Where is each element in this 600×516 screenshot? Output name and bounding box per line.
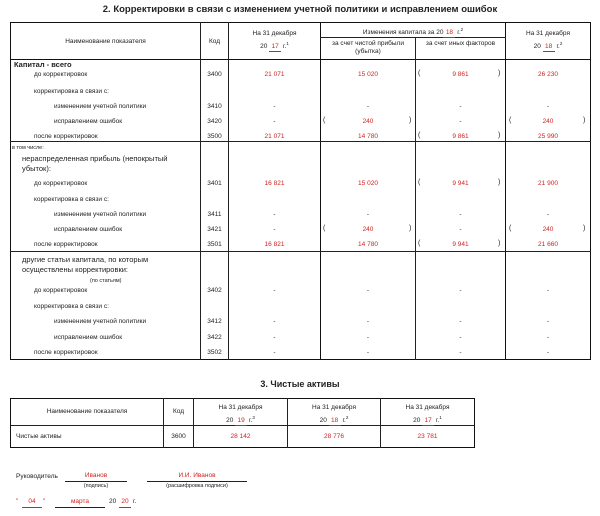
row-code: 3501 [207, 241, 222, 248]
row-code: 3411 [207, 211, 222, 218]
label-error-fix: исправлением ошибок [54, 118, 123, 125]
label-before: до корректировок [34, 180, 88, 187]
value-end-year: 26 230 [538, 71, 558, 78]
value-net-profit: - [366, 349, 370, 356]
value-start-year: - [273, 287, 276, 294]
header-col1-year: 20 17 г.$^1$ [260, 41, 289, 51]
value-net-profit: - [366, 211, 370, 218]
value-start-year: - [273, 226, 276, 233]
section2-title: 2. Корректировки в связи с изменением учетной политики и исправлением ошибок [102, 4, 498, 15]
value-start-year: - [273, 211, 276, 218]
value-start-year: - [273, 318, 276, 325]
na-value-col2: 28 776 [324, 433, 344, 440]
label-error-fix: исправлением ошибок [54, 334, 123, 341]
label-before: до корректировок [34, 71, 88, 78]
value-other-factors: - [459, 349, 462, 356]
label-adjust-due: корректировка в связи с: [34, 196, 109, 203]
na-header-col1-year: 20 19 г.$^3$ [226, 415, 255, 425]
value-other-factors: - [459, 118, 462, 125]
signature-value: Иванов [84, 472, 108, 479]
section3-title: 3. Чистые активы [260, 379, 340, 389]
value-other-factors: - [459, 226, 462, 233]
value-other-factors: 9 861 [452, 71, 469, 78]
value-other-factors: - [459, 334, 462, 341]
value-other-factors: - [459, 211, 462, 218]
value-start-year: - [273, 334, 276, 341]
value-end-year: - [546, 103, 550, 110]
value-start-year: - [273, 103, 276, 110]
header-changes: Изменения капитала за 20 18 г.$^2$ [362, 27, 464, 37]
date-day: 04 [28, 498, 36, 505]
value-net-profit: 14 780 [358, 133, 378, 140]
value-start-year: 21 071 [264, 71, 285, 78]
row-code: 3401 [207, 180, 222, 187]
value-end-year: - [546, 318, 550, 325]
na-header-col3-line1: На 31 декабря [405, 404, 450, 411]
row-code: 3410 [207, 103, 222, 110]
row-code: 3400 [207, 71, 222, 78]
label-after: после корректировок [34, 133, 98, 140]
value-net-profit: 15 020 [358, 71, 378, 78]
value-net-profit: 240 [362, 226, 374, 233]
header-col2-line1: за счет чистой прибыли [332, 40, 404, 47]
value-end-year: 240 [542, 118, 554, 125]
row-code: 3412 [207, 318, 222, 325]
na-value-col1: 28 142 [230, 433, 251, 440]
label-other-2: осуществлены корректировки: [22, 265, 129, 274]
label-capital-total: Капитал - всего [14, 60, 72, 69]
value-other-factors: - [459, 318, 462, 325]
header-col1-line1: На 31 декабря [252, 30, 297, 37]
label-retained-2: убыток): [22, 164, 51, 173]
na-header-name: Наименование показателя [46, 408, 128, 415]
na-value-col3: 23 781 [417, 433, 438, 440]
value-end-year: 240 [542, 226, 554, 233]
na-header-col3-year: 20 17 г.$^1$ [413, 415, 442, 425]
value-start-year: - [273, 349, 276, 356]
date-month: марта [70, 498, 90, 505]
header-code: Код [208, 38, 221, 45]
value-net-profit: 240 [362, 118, 374, 125]
label-other-1: другие статьи капитала, по которым [22, 255, 149, 264]
na-row-label: Чистые активы [16, 433, 62, 440]
label-retained-1: нераспределенная прибыль (непокрытый [22, 154, 168, 163]
name-value: И.И. Иванов [178, 472, 216, 479]
row-code: 3422 [207, 334, 222, 341]
header-col3: за счет иных факторов [425, 40, 496, 47]
value-net-profit: - [366, 334, 370, 341]
row-code: 3421 [207, 226, 222, 233]
value-net-profit: 14 780 [358, 241, 378, 248]
head-label: Руководитель [16, 473, 58, 480]
value-other-factors: - [459, 103, 462, 110]
value-end-year: 21 900 [538, 180, 558, 187]
value-start-year: - [273, 118, 276, 125]
value-net-profit: - [366, 287, 370, 294]
label-adjust-due: корректировка в связи с: [34, 303, 109, 310]
na-header-col2-year: 20 18 г.$^2$ [319, 415, 349, 425]
label-policy-change: изменением учетной политики [54, 318, 147, 325]
date-year: 20 [121, 498, 129, 505]
value-end-year: - [546, 211, 550, 218]
value-other-factors: 9 861 [452, 133, 469, 140]
name-caption: (расшифровка подписи) [166, 483, 228, 489]
na-row-code: 3600 [171, 433, 186, 440]
label-after: после корректировок [34, 349, 98, 356]
value-net-profit: - [366, 103, 370, 110]
label-incl: в том числе: [12, 145, 44, 151]
signature-caption: (подпись) [83, 483, 109, 489]
header-col4-year: 20 18 г.$^2$ [533, 41, 563, 51]
value-start-year: 21 071 [264, 133, 285, 140]
label-error-fix: исправлением ошибок [54, 226, 123, 233]
header-name: Наименование показателя [65, 38, 146, 45]
value-end-year: - [546, 334, 550, 341]
row-code: 3502 [207, 349, 222, 356]
value-other-factors: 9 941 [452, 241, 469, 248]
row-code: 3420 [207, 118, 222, 125]
value-end-year: 25 990 [538, 133, 558, 140]
value-end-year: 21 660 [538, 241, 558, 248]
row-code: 3402 [207, 287, 222, 294]
label-policy-change: изменением учетной политики [54, 211, 147, 218]
label-policy-change: изменением учетной политики [54, 103, 147, 110]
label-before: до корректировок [34, 287, 88, 294]
value-other-factors: - [459, 287, 462, 294]
value-other-factors: 9 941 [452, 180, 469, 187]
value-net-profit: - [366, 318, 370, 325]
row-code: 3500 [207, 133, 222, 140]
na-header-code: Код [172, 408, 185, 415]
value-end-year: - [546, 287, 550, 294]
label-by-items: (по статьям) [90, 278, 122, 284]
header-col2-line2: (убытка) [355, 48, 381, 55]
na-header-col2-line1: На 31 декабря [312, 404, 356, 411]
na-header-col1-line1: На 31 декабря [218, 404, 263, 411]
header-col4-line1: На 31 декабря [526, 30, 570, 37]
label-adjust-due: корректировка в связи с: [34, 88, 109, 95]
value-net-profit: 15 020 [358, 180, 378, 187]
value-start-year: 16 821 [264, 180, 285, 187]
label-after: после корректировок [34, 241, 98, 248]
value-start-year: 16 821 [264, 241, 285, 248]
value-end-year: - [546, 349, 550, 356]
